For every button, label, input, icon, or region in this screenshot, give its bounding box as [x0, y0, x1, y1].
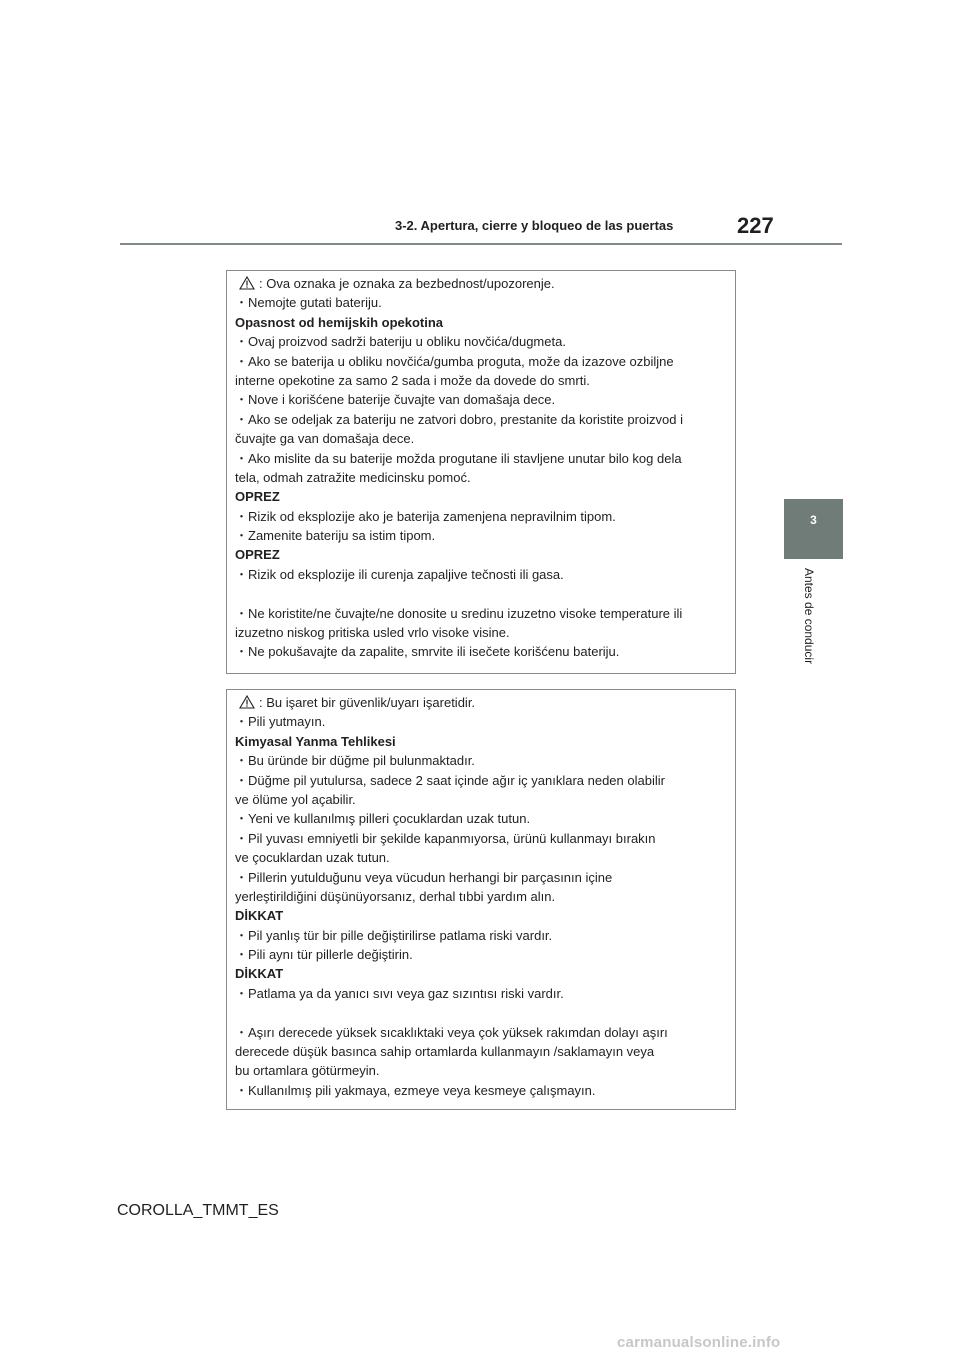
- notice-line-text: DİKKAT: [235, 908, 284, 924]
- notice-line-text: derecede düşük basınca sahip ortamlarda kullanmayın /saklamayın veya: [235, 1044, 655, 1060]
- notice-line: [235, 868, 727, 887]
- notice-line: [235, 693, 727, 712]
- notice-line: [235, 584, 727, 603]
- notice-line-text: tela, odmah zatražite medicinsku pomoć.: [235, 469, 471, 485]
- notice-line-text: ve ölüme yol açabilir.: [235, 791, 356, 807]
- notice-line: [235, 887, 727, 906]
- section-title: 3-2. Apertura, cierre y bloqueo de las puertas: [395, 218, 674, 233]
- notice-line-text: ・Bu üründe bir düğme pil bulunmaktadır.: [235, 753, 475, 769]
- notice-line: [235, 1042, 727, 1061]
- notice-heading: [235, 545, 727, 564]
- notice-line: [235, 293, 727, 312]
- page-number: 227: [737, 213, 774, 238]
- notice-line: [235, 623, 727, 642]
- notice-line: [235, 352, 727, 371]
- notice-box-serbian: [226, 270, 736, 674]
- notice-line: [235, 790, 727, 809]
- notice-line-text: ・Ovaj proizvod sadrži bateriju u obliku novčića/dugmeta.: [235, 334, 566, 350]
- notice-line: [235, 410, 727, 429]
- notice-line: [235, 565, 727, 584]
- notice-line: [235, 809, 727, 828]
- notice-line: [235, 945, 727, 964]
- notice-line-text: ・Ne pokušavajte da zapalite, smrvite ili isečete korišćenu bateriju.: [235, 644, 620, 660]
- notice-line-text: interne opekotine za samo 2 sada i može da dovede do smrti.: [235, 372, 590, 388]
- notice-line: [235, 848, 727, 867]
- notice-line-text: : Ova oznaka je oznaka za bezbednost/upozorenje.: [259, 276, 555, 291]
- notice-line: [235, 1081, 727, 1100]
- manual-code: COROLLA_TMMT_ES: [117, 1202, 279, 1219]
- notice-line-text: Opasnost od hemijskih opekotina: [235, 314, 444, 330]
- notice-line-text: čuvajte ga van domašaja dece.: [235, 431, 415, 447]
- notice-line-text: ・Ako se odeljak za bateriju ne zatvori dobro, prestanite da koristite proizvod i: [235, 411, 684, 427]
- notice-heading: [235, 487, 727, 506]
- notice-heading: [235, 964, 727, 983]
- notice-line: [235, 771, 727, 790]
- notice-line-text: ・Patlama ya da yanıcı sıvı veya gaz sızıntısı riski vardır.: [235, 985, 564, 1001]
- notice-line-text: ・Nove i korišćene baterije čuvajte van domašaja dece.: [235, 392, 556, 408]
- notice-line: [235, 449, 727, 468]
- notice-line-text: ・Pil yuvası emniyetli bir şekilde kapanmıyorsa, ürünü kullanmayı bırakın: [235, 830, 656, 846]
- notice-line-text: ・Pili aynı tür pillerle değiştirin.: [235, 947, 413, 963]
- notice-line-text: Kimyasal Yanma Tehlikesi: [235, 733, 396, 749]
- notice-line-text: : Bu işaret bir güvenlik/uyarı işaretidir.: [259, 695, 476, 710]
- notice-line-text: ve çocuklardan uzak tutun.: [235, 850, 390, 866]
- notice-line: [235, 984, 727, 1003]
- notice-line-text: izuzetno niskog pritiska usled vrlo visoke visine.: [235, 625, 510, 641]
- notice-line-text: ・Rizik od eksplozije ako je baterija zamenjena nepravilnim tipom.: [235, 508, 616, 524]
- notice-line-text: ・Kullanılmış pili yakmaya, ezmeye veya kesmeye çalışmayın.: [235, 1082, 596, 1098]
- notice-line-text: ・Nemojte gutati bateriju.: [235, 295, 382, 311]
- notice-line: [235, 274, 727, 293]
- notice-line: [235, 390, 727, 409]
- notice-line: [235, 1003, 727, 1022]
- chapter-number: 3: [810, 513, 817, 527]
- notice-line: [235, 468, 727, 487]
- notice-line-text: yerleştirildiğini düşünüyorsanız, derhal tıbbi yardım alın.: [235, 888, 556, 904]
- notice-line-text: ・Ako mislite da su baterije možda progutane ili stavljene unutar bilo kog dela: [235, 450, 682, 466]
- notice-line: [235, 751, 727, 770]
- chapter-tab: [784, 499, 843, 559]
- notice-line-text: DİKKAT: [235, 966, 284, 982]
- notice-line-text: OPREZ: [235, 489, 280, 505]
- notice-line-text: ・Ako se baterija u obliku novčića/gumba proguta, može da izazove ozbiljne: [235, 353, 674, 369]
- notice-box-turkish: [226, 689, 736, 1110]
- notice-line-text: ・Pillerin yutulduğunu veya vücudun herhangi bir parçasının içine: [235, 869, 613, 885]
- chapter-name: Antes de conducir: [802, 568, 816, 665]
- notice-line: [235, 829, 727, 848]
- header-rule: [120, 243, 842, 245]
- notice-heading: [235, 732, 727, 751]
- notice-line-text: bu ortamlara götürmeyin.: [235, 1063, 380, 1079]
- notice-line-text: ・Ne koristite/ne čuvajte/ne donosite u sredinu izuzetno visoke temperature ili: [235, 605, 683, 621]
- notice-line-text: ・Düğme pil yutulursa, sadece 2 saat içinde ağır iç yanıklara neden olabilir: [235, 772, 665, 788]
- notice-line-text: OPREZ: [235, 547, 280, 563]
- notice-heading: [235, 906, 727, 925]
- notice-line: [235, 642, 727, 661]
- notice-line: [235, 429, 727, 448]
- notice-line: [235, 926, 727, 945]
- watermark: carmanualsonline.info: [617, 1334, 781, 1351]
- notice-line: [235, 1023, 727, 1042]
- notice-line: [235, 332, 727, 351]
- notice-line-text: ・Yeni ve kullanılmış pilleri çocuklardan uzak tutun.: [235, 811, 531, 827]
- notice-heading: [235, 313, 727, 332]
- notice-line-text: ・Pili yutmayın.: [235, 714, 326, 730]
- notice-line: [235, 712, 727, 731]
- notice-line-text: ・Aşırı derecede yüksek sıcaklıktaki veya çok yüksek rakımdan dolayı aşırı: [235, 1024, 668, 1040]
- notice-line-text: ・Zamenite bateriju sa istim tipom.: [235, 528, 436, 544]
- notice-line-text: ・Rizik od eksplozije ili curenja zapaljive tečnosti ili gasa.: [235, 566, 564, 582]
- notice-line: [235, 1061, 727, 1080]
- notice-line: [235, 604, 727, 623]
- notice-line: [235, 526, 727, 545]
- notice-line: [235, 507, 727, 526]
- notice-line-text: ・Pil yanlış tür bir pille değiştirilirse patlama riski vardır.: [235, 927, 553, 943]
- notice-line: [235, 371, 727, 390]
